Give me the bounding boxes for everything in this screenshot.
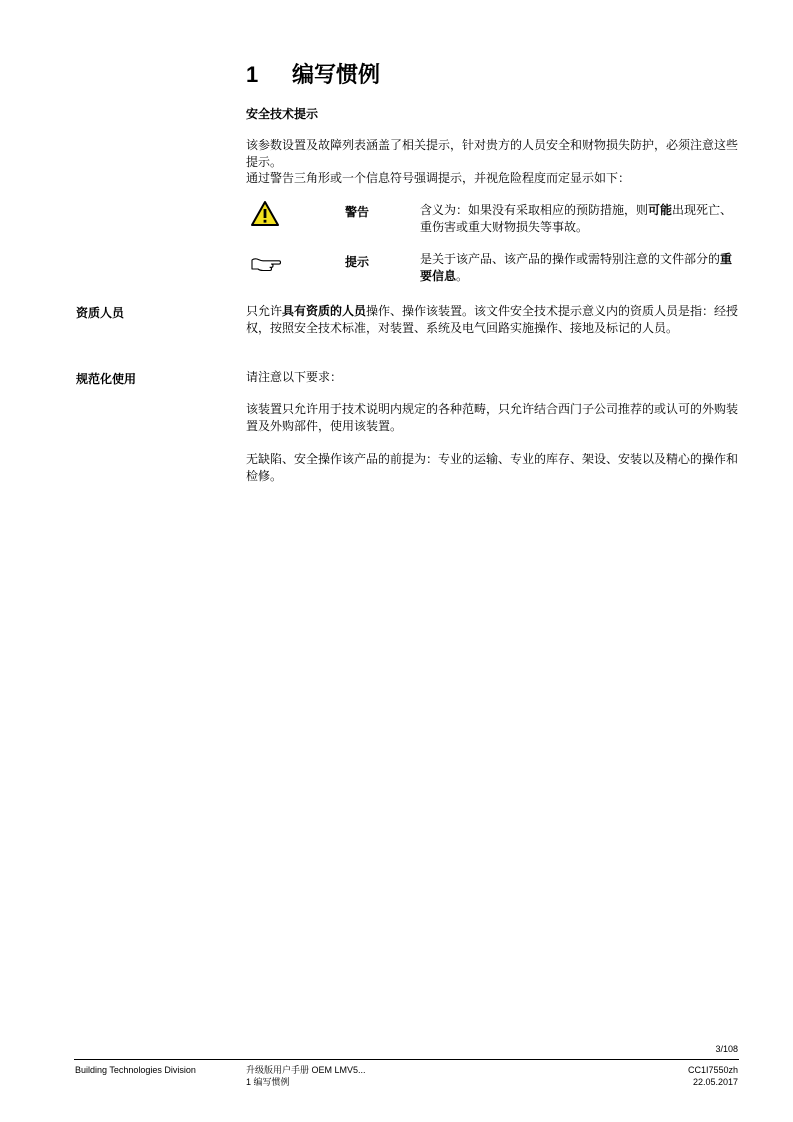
warning-text-bold: 可能 xyxy=(648,203,673,217)
intro-line-1: 该参数设置及故障列表涵盖了相关提示，针对贵方的人员安全和财物损失防护，必须注意这些提示。 xyxy=(246,138,739,169)
page-number: 3/108 xyxy=(715,1044,738,1054)
qualified-text-part: 只允许 xyxy=(246,304,283,318)
warning-text-part: 出现死亡、重伤害或重大财物损失等事故。 xyxy=(420,203,733,234)
qualified-text-bold: 具有资质的人员 xyxy=(282,304,367,318)
footer-division: Building Technologies Division xyxy=(75,1065,196,1075)
chapter-title: 编写惯例 xyxy=(292,62,381,87)
intro-paragraph xyxy=(246,137,741,187)
proper-use-paragraph-3: 无缺陷、安全操作该产品的前提为：专业的运输、专业的库存、架设、安装以及精心的操作和检修。 xyxy=(246,452,739,483)
hint-text-part: 是关于该产品、该产品的操作或需特别注意的文件部分的 xyxy=(420,252,721,266)
footer-date: 22.05.2017 xyxy=(692,1077,738,1087)
chapter-heading xyxy=(246,58,380,89)
proper-use-paragraph-2: 该装置只允许用于技术说明内规定的各种范畴，只允许结合西门子公司推荐的或认可的外购装置及外购部件，使用该装置。 xyxy=(246,402,739,433)
hint-text-part: 。 xyxy=(456,269,469,283)
pointing-hand-icon xyxy=(250,256,282,276)
proper-use-paragraph-1: 请注意以下要求： xyxy=(246,370,343,384)
hint-text xyxy=(420,251,742,285)
warning-text-part: 含义为：如果没有采取相应的预防措施，则 xyxy=(420,203,649,217)
proper-use-label: 规范化使用 xyxy=(76,372,137,386)
section-title: 安全技术提示 xyxy=(246,107,319,121)
hint-label: 提示 xyxy=(345,255,370,269)
footer-doc-id: CC1I7550zh xyxy=(687,1065,738,1075)
warning-text xyxy=(420,202,742,236)
qualified-personnel-text xyxy=(246,303,741,336)
intro-line-2: 通过警告三角形或一个信息符号强调提示，并视危险程度而定显示如下： xyxy=(246,171,631,185)
footer-divider xyxy=(74,1059,739,1060)
chapter-number: 1 xyxy=(246,62,259,87)
warning-label: 警告 xyxy=(345,205,370,219)
footer-chapter-ref: 1 编写惯例 xyxy=(246,1077,290,1087)
footer-doc-title: 升级版用户手册 OEM LMV5... xyxy=(246,1065,366,1075)
qualified-personnel-label: 资质人员 xyxy=(76,306,125,320)
warning-triangle-icon xyxy=(250,200,280,231)
qualified-text-part: 操作、操作该装置。该文件安全技术提示意义内的资质人员是指：经授权，按照安全技术标准，对装置、系统及电气回路实施操作、接地及标记的人员。 xyxy=(246,304,739,335)
hint-text-bold: 重要信息 xyxy=(420,252,733,283)
